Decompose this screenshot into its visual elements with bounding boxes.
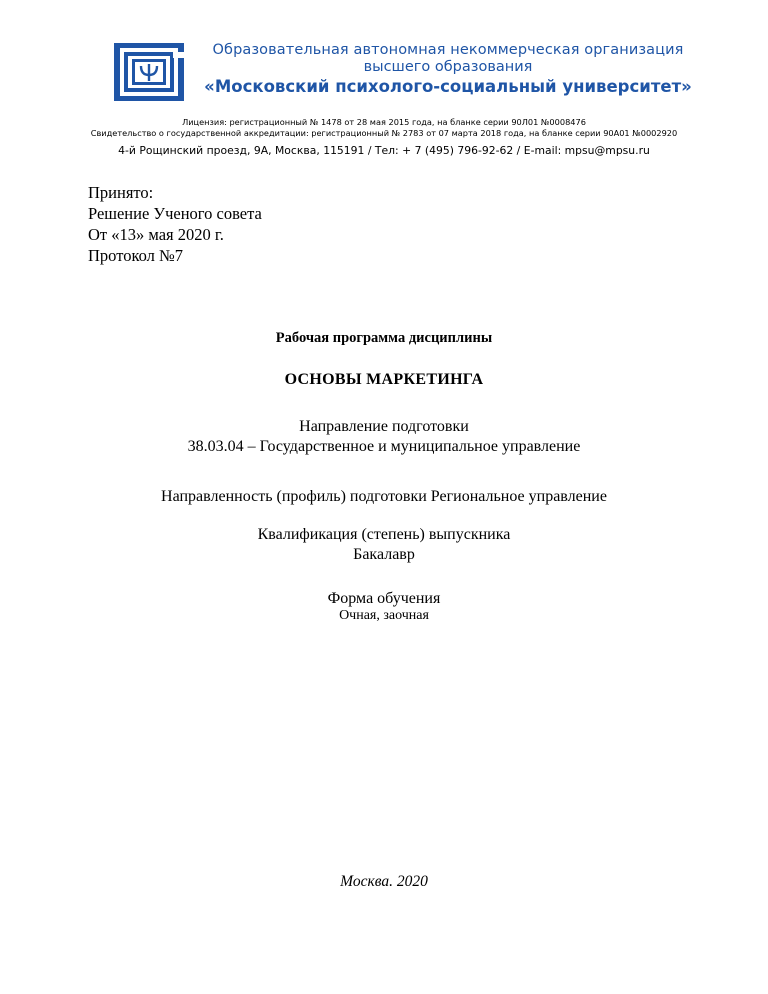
org-line-1: Образовательная автономная некоммерческая организация [212, 42, 684, 58]
qualification-label: Квалификация (степень) выпускника [257, 526, 511, 543]
direction-block [0, 417, 768, 457]
approval-block [88, 182, 262, 266]
qualification-value: Бакалавр [353, 546, 415, 563]
document-type-heading: Рабочая программа дисциплины [275, 330, 493, 346]
qualification-block [0, 525, 768, 565]
direction-value: 38.03.04 – Государственное и муниципальное управление [187, 438, 581, 455]
org-line-2: высшего образования [363, 59, 533, 75]
approval-line-4: Протокол №7 [88, 246, 184, 265]
profile-text: Направленность (профиль) подготовки Региональное управление [161, 488, 607, 505]
city-year: Москва. 2020 [340, 873, 428, 890]
study-form-label: Форма обучения [327, 590, 441, 607]
direction-label: Направление подготовки [299, 418, 469, 435]
psi-logo-icon [113, 42, 185, 102]
discipline-title: ОСНОВЫ МАРКЕТИНГА [284, 371, 484, 388]
license-text: Лицензия: регистрационный № 1478 от 28 мая 2015 года, на бланке серии 90Л01 №0008476 [182, 117, 586, 127]
approval-line-3: От «13» мая 2020 г. [88, 225, 224, 244]
organization-name [188, 42, 708, 98]
approval-line-2: Решение Ученого совета [88, 204, 262, 223]
accreditation-text: Свидетельство о государственной аккредитации: регистрационный № 2783 от 07 марта 2018 года, на бланке серии 90А01 №0002920 [90, 128, 678, 138]
university-name: «Московский психолого-социальный университет» [204, 77, 692, 96]
study-form-value: Очная, заочная [339, 608, 429, 623]
contact-address: 4-й Рощинский проезд, 9А, Москва, 115191 / Тел: + 7 (495) 796-92-62 / E-mail: mpsu@mpsu.ru [118, 144, 650, 157]
approval-line-1: Принято: [88, 183, 154, 202]
